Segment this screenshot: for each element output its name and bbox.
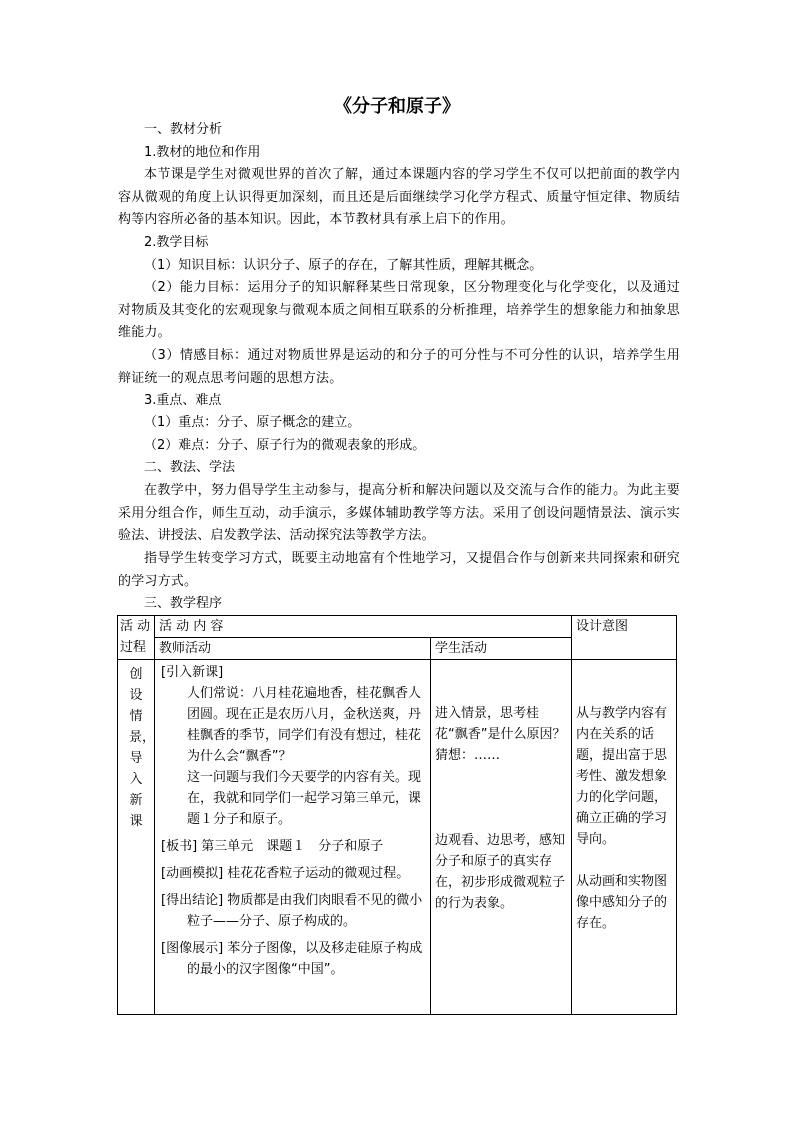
teacher-activity-cell [155,660,431,1015]
teacher-image-display: [图像展示] 苯分子图像，以及移走硅原子构成的最小的汉字图像“中国”。 [161,941,423,977]
paragraph-learning: 指导学生转变学习方式，既要主动地富有个性地学习，又提倡合作与创新来共同探索和研究的学习方式。 [118,551,680,589]
goal-emotion: （3）情感目标：通过对物质世界是运动的和分子的可分性与不可分性的认识，培养学生用辩证统一的观点思考问题的思想方法。 [118,348,680,386]
design-intent-2: 从动画和实物图像中感知分子的存在。 [576,874,668,931]
teacher-animation: [动画模拟] 桂花花香粒子运动的微观过程。 [161,866,410,881]
student-activity-2: 猜想：…… [435,748,501,763]
goal-knowledge: （1）知识目标：认识分子、原子的存在，了解其性质，理解其概念。 [144,258,543,273]
header-process: 活 动过程 [118,616,155,660]
subheading-position: 1.教材的地位和作用 [144,145,261,160]
subheading-key-points: 3.重点、难点 [144,393,222,408]
paragraph-position: 本节课是学生对微观世界的首次了解，通过本课题内容的学习学生不仅可以把前面的教学内容从微观的角度上认识得更加深刻，而且还是后面继续学习化学方程式、质量守恒定律、物质结构等内容所必备的基本知识。因此，本节教材具有承上启下的作用。 [118,167,680,227]
key-point: （1）重点：分子、原子概念的建立。 [144,415,361,430]
header-design: 设计意图 [572,616,677,660]
paragraph-methods: 在教学中，努力倡导学生主动参与，提高分析和解决问题以及交流与合作的能力。为此主要采用分组合作，师生互动，动手演示，多媒体辅助教学等方法。采用了创设问题情景法、演示实验法、讲授法、启发教学法、活动探究法等教学方法。 [118,483,680,543]
difficult-point: （2）难点：分子、原子行为的微观表象的形成。 [144,438,426,453]
process-label: 创设情景，导入新课 [129,667,156,829]
header-student: 学生活动 [431,638,572,660]
teacher-intro-text-2: 这一问题与我们今天要学的内容有关。现在，我就和同学们一起学习第三单元，课题１分子和原子。 [187,770,422,827]
section-heading-3: 三、教学程序 [144,596,223,611]
student-activity-cell [431,660,572,1015]
teaching-procedure-table [117,615,677,1015]
subheading-goals: 2.教学目标 [144,235,209,250]
student-activity-3: 边观看、边思考，感知分子和原子的真实存在，初步形成微观粒子的行为表象。 [435,833,566,911]
header-teacher: 教师活动 [155,638,431,660]
document-title: 《分子和原子》 [334,96,460,117]
design-intent-cell [572,660,677,1015]
teacher-conclusion: [得出结论] 物质都是由我们肉眼看不见的微小粒子——分子、原子构成的。 [161,893,423,929]
section-heading-1: 一、教材分析 [144,122,223,137]
student-activity-1: 进入情景，思考桂花“飘香”是什么原因？ [435,706,566,742]
goal-ability: （2）能力目标：运用分子的知识解释某些日常现象，区分物理变化与化学变化，以及通过对物质及其变化的宏观现象与微观本质之间相互联系的分析推理，培养学生的想象能力和抽象思维能力。 [118,280,680,340]
process-label-cell [118,660,155,1015]
design-intent-1: 从与教学内容有内在关系的话题，提出富于思考性、激发想象力的化学问题，确立正确的学习导向。 [576,706,668,847]
section-heading-2: 二、教法、学法 [144,460,236,475]
teacher-intro-tag: [引入新课] [161,665,224,680]
teacher-board: [板书] 第三单元 课题１ 分子和原子 [161,839,384,854]
teacher-intro-text: 人们常说：八月桂花遍地香，桂花飘香人团圆。现在正是农历八月，金秋送爽，丹桂飘香的季节，同学们有没有想过，桂花为什么会“飘香”？ [187,686,422,764]
header-content: 活 动 内 容 [155,616,572,638]
